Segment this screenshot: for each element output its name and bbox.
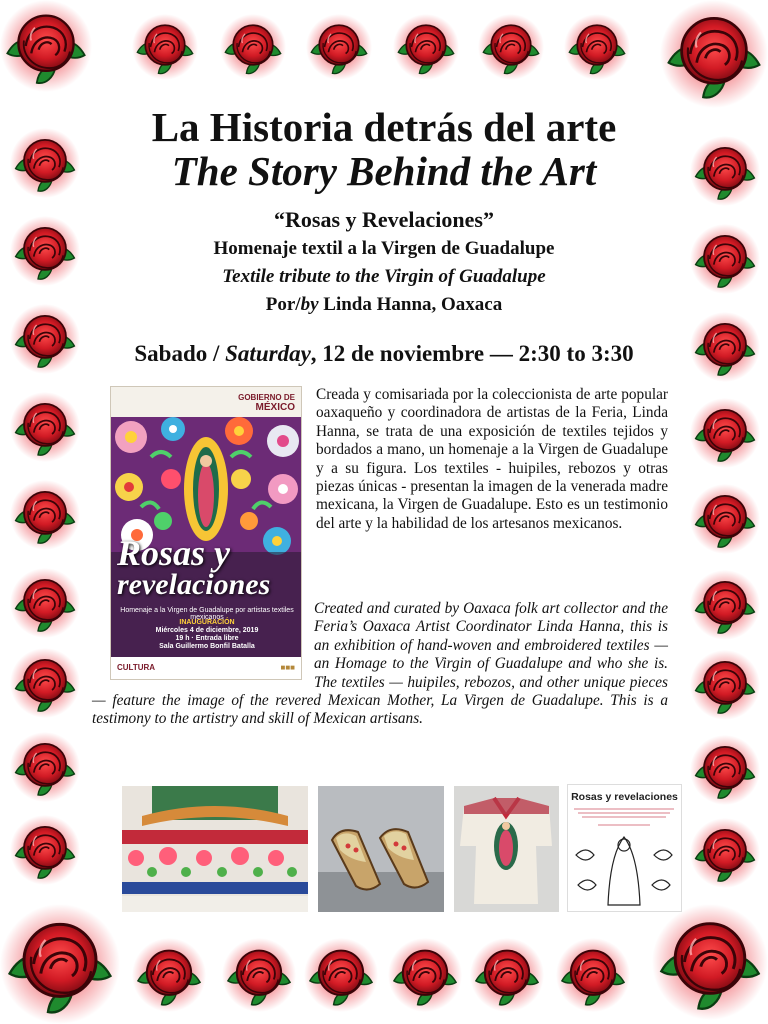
rose-decoration: [388, 938, 462, 1012]
poster-footer-logo: CULTURA: [117, 663, 156, 672]
rose-decoration: [306, 14, 372, 80]
photo-sandals: [318, 786, 444, 912]
subtitle-spanish: Homenaje textil a la Virgen de Guadalupe: [213, 238, 555, 259]
rose-decoration: [478, 14, 544, 80]
date-rest: , 12 de noviembre — 2:30 to 3:30: [310, 341, 634, 366]
poster-gov-line2: MÉXICO: [255, 402, 295, 413]
rose-decoration: [132, 938, 206, 1012]
event-date: [0, 340, 768, 368]
poster-title: [117, 533, 297, 601]
poster-gov-logo: [238, 393, 295, 413]
poster-info-line4: Sala Guillermo Bonfil Batalla: [159, 643, 255, 650]
rose-decoration: [660, 0, 768, 108]
rose-decoration: [10, 732, 80, 802]
photo-huipil: [454, 786, 559, 912]
poster-title-line2: revelaciones: [117, 568, 271, 601]
title-spanish: La Historia detrás del arte: [151, 104, 617, 150]
description-english: Created and curated by Oaxaca folk art collector and the Feria’s Oaxaca Artist Coordinator Linda Hanna, this is an exhibition of hand-woven and embroidered textiles — an Homage to the Virgin of Guadalupe and who she is. The textiles — huipiles, rebozos, and other unique pieces — feature the image of the revered Mexican Mother, La Virgen de Guadalupe. This is a testimony to the artistry and skill of Mexican artisans.: [92, 600, 668, 728]
float-spacer: [92, 600, 314, 692]
rose-decoration: [690, 398, 760, 468]
rose-decoration: [690, 735, 760, 805]
poster-gov-line1: GOBIERNO DE: [238, 393, 295, 402]
rose-decoration: [10, 648, 80, 718]
description-spanish: Creada y comisariada por la coleccionista de arte popular oaxaqueño y coordinadora de artistas de la Feria, Linda Hanna, se trata de una exposición de textiles tejidos y bordados a mano, un homenaje a la Virgen de Guadalupe y a su figura. Los textiles - huipiles, rebozos y otras piezas únicas - presentan la imagen de la venerada madre mexicana, la Virgen de Guadalupe. Esto es un testimonio del arte y la habilidad de los artesanos mexicanos.: [316, 386, 668, 532]
social-icons: ■■■: [280, 663, 295, 672]
author-prefix-en: by: [300, 294, 319, 315]
rose-decoration: [10, 815, 80, 885]
subtitle-english: Textile tribute to the Virgin of Guadalupe: [222, 266, 546, 287]
rose-decoration: [564, 14, 630, 80]
rose-decoration: [393, 14, 459, 80]
rose-decoration: [556, 938, 630, 1012]
rose-decoration: [690, 484, 760, 554]
poster-subline: Homenaje a la Virgen de Guadalupe por artistas textiles mexicanos: [120, 607, 294, 621]
date-day-en: Saturday: [225, 341, 311, 366]
rose-decoration: [690, 818, 760, 888]
date-day-es: Sabado /: [134, 341, 226, 366]
rose-decoration: [470, 938, 544, 1012]
title-english: The Story Behind the Art: [171, 148, 597, 194]
rose-decoration: [10, 568, 80, 638]
poster-info-line2: Miércoles 4 de diciembre, 2019: [155, 627, 259, 634]
author-line: [0, 293, 768, 316]
poster-info-line3: 19 h · Entrada libre: [175, 635, 239, 642]
exhibit-name: “Rosas y Revelaciones”: [274, 207, 494, 232]
photo-embroidered-textile: [122, 786, 308, 912]
rose-decoration: [220, 14, 286, 80]
rose-decoration: [10, 392, 80, 462]
rose-decoration: [222, 938, 296, 1012]
author-prefix-es: Por/: [265, 294, 301, 315]
rose-decoration: [690, 650, 760, 720]
rose-decoration: [0, 0, 92, 92]
description-english-block: [92, 600, 668, 729]
rose-decoration: [690, 570, 760, 640]
rose-decoration: [10, 480, 80, 550]
rose-decoration: [652, 904, 768, 1020]
rose-decoration: [132, 14, 198, 80]
rose-decoration: [0, 904, 120, 1024]
poster-title-line1: Rosas y: [117, 533, 231, 573]
book-title: Rosas y revelaciones: [571, 791, 678, 803]
rose-decoration: [304, 938, 378, 1012]
author-name: Linda Hanna, Oaxaca: [318, 294, 503, 315]
poster-info-line1: INAUGURACIÓN: [179, 619, 235, 626]
book-cover: [567, 784, 682, 912]
